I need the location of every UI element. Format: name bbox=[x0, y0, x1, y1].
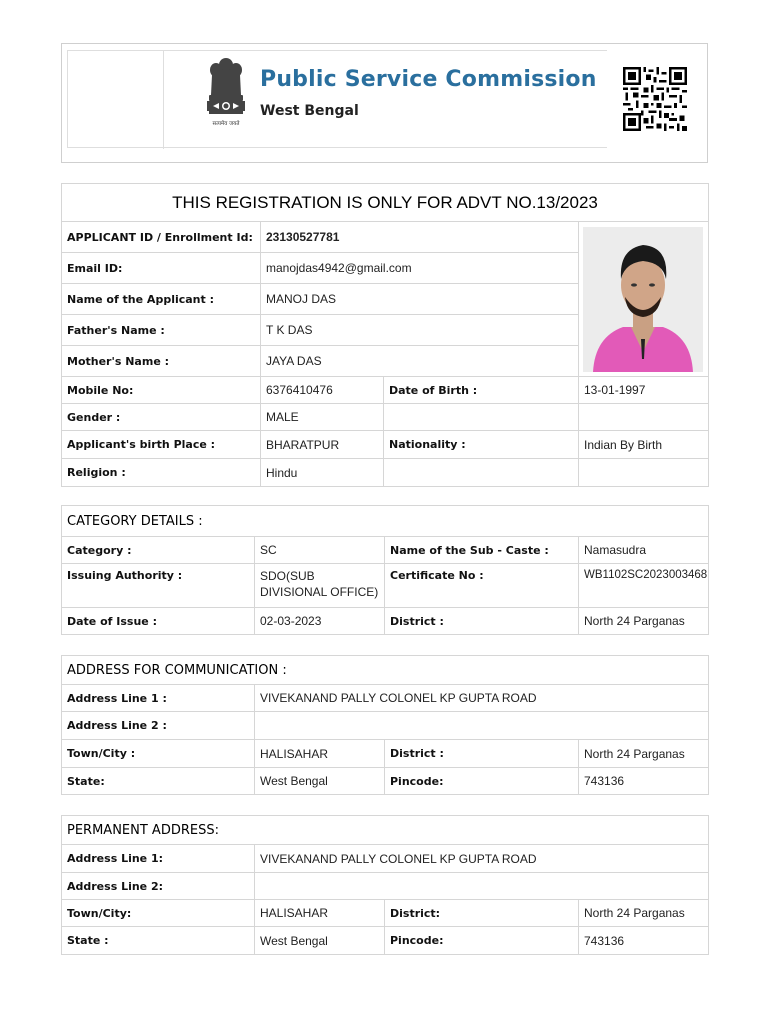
comm-pincode-value: 743136 bbox=[579, 768, 709, 795]
nationality-label: Nationality : bbox=[384, 431, 579, 459]
applicant-name-value: MANOJ DAS bbox=[261, 284, 579, 315]
applicant-photo bbox=[583, 227, 703, 372]
mother-name-value: JAYA DAS bbox=[261, 346, 579, 377]
perm-state-label: State : bbox=[62, 927, 255, 955]
gender-value: MALE bbox=[261, 404, 384, 431]
perm-state-value: West Bengal bbox=[255, 927, 385, 955]
comm-district-value: North 24 Parganas bbox=[579, 740, 709, 768]
nationality-value: Indian By Birth bbox=[579, 431, 709, 459]
email-value: manojdas4942@gmail.com bbox=[261, 253, 579, 284]
org-title: Public Service Commission bbox=[260, 67, 597, 92]
category-section-title: CATEGORY DETAILS : bbox=[62, 506, 709, 537]
perm-address-line2-label: Address Line 2: bbox=[62, 873, 255, 900]
org-subtitle: West Bengal bbox=[260, 103, 359, 119]
applicant-id-label: APPLICANT ID / Enrollment Id: bbox=[62, 222, 261, 253]
comm-town-value: HALISAHAR bbox=[255, 740, 385, 768]
subcaste-label: Name of the Sub - Caste : bbox=[385, 537, 579, 564]
empty-cell bbox=[384, 404, 579, 431]
comm-state-value: West Bengal bbox=[255, 768, 385, 795]
mother-name-label: Mother's Name : bbox=[62, 346, 261, 377]
dob-label: Date of Birth : bbox=[384, 377, 579, 404]
perm-district-label: District: bbox=[385, 900, 579, 927]
subcaste-value: Namasudra bbox=[579, 537, 709, 564]
empty-cell bbox=[579, 404, 709, 431]
applicant-name-label: Name of the Applicant : bbox=[62, 284, 261, 315]
birth-place-value: BHARATPUR bbox=[261, 431, 384, 459]
perm-address-line1-label: Address Line 1: bbox=[62, 845, 255, 873]
comm-district-label: District : bbox=[385, 740, 579, 768]
category-value: SC bbox=[255, 537, 385, 564]
comm-address-line2-value bbox=[255, 712, 709, 740]
certificate-no-label: Certificate No : bbox=[385, 564, 579, 608]
perm-district-value: North 24 Parganas bbox=[579, 900, 709, 927]
issue-date-value: 02-03-2023 bbox=[255, 608, 385, 635]
category-district-label: District : bbox=[385, 608, 579, 635]
applicant-id-value: 23130527781 bbox=[261, 222, 579, 253]
comm-town-label: Town/City : bbox=[62, 740, 255, 768]
perm-town-value: HALISAHAR bbox=[255, 900, 385, 927]
religion-label: Religion : bbox=[62, 459, 261, 487]
certificate-no-value: WB1102SC2023003468 bbox=[579, 564, 709, 608]
category-table bbox=[61, 505, 709, 635]
perm-town-label: Town/City: bbox=[62, 900, 255, 927]
empty-cell bbox=[579, 459, 709, 487]
header-divider bbox=[163, 51, 164, 149]
emblem-motto: सत्यमेव जयते bbox=[212, 121, 240, 127]
category-district-value: North 24 Parganas bbox=[579, 608, 709, 635]
perm-pincode-label: Pincode: bbox=[385, 927, 579, 955]
registration-title: THIS REGISTRATION IS ONLY FOR ADVT NO.13/2023 bbox=[62, 184, 709, 222]
perm-address-line2-value bbox=[255, 873, 709, 900]
issuing-authority-label: Issuing Authority : bbox=[62, 564, 255, 608]
perm-address-section-title: PERMANENT ADDRESS: bbox=[62, 816, 709, 845]
national-emblem-icon bbox=[203, 53, 249, 135]
category-label: Category : bbox=[62, 537, 255, 564]
comm-address-line1-value: VIVEKANAND PALLY COLONEL KP GUPTA ROAD bbox=[255, 685, 709, 712]
email-label: Email ID: bbox=[62, 253, 261, 284]
qr-code-icon bbox=[623, 67, 687, 131]
empty-cell bbox=[384, 459, 579, 487]
header-box bbox=[61, 43, 708, 163]
gender-label: Gender : bbox=[62, 404, 261, 431]
mobile-value: 6376410476 bbox=[261, 377, 384, 404]
perm-pincode-value: 743136 bbox=[579, 927, 709, 955]
registration-table bbox=[61, 183, 709, 487]
comm-address-line1-label: Address Line 1 : bbox=[62, 685, 255, 712]
birth-place-label: Applicant's birth Place : bbox=[62, 431, 261, 459]
permanent-address-table bbox=[61, 815, 709, 955]
comm-address-line2-label: Address Line 2 : bbox=[62, 712, 255, 740]
communication-address-table bbox=[61, 655, 709, 795]
applicant-photo-cell bbox=[579, 222, 709, 377]
comm-pincode-label: Pincode: bbox=[385, 768, 579, 795]
perm-address-line1-value: VIVEKANAND PALLY COLONEL KP GUPTA ROAD bbox=[255, 845, 709, 873]
father-name-value: T K DAS bbox=[261, 315, 579, 346]
header-inner bbox=[67, 50, 607, 148]
dob-value: 13-01-1997 bbox=[579, 377, 709, 404]
issue-date-label: Date of Issue : bbox=[62, 608, 255, 635]
father-name-label: Father's Name : bbox=[62, 315, 261, 346]
comm-address-section-title: ADDRESS FOR COMMUNICATION : bbox=[62, 656, 709, 685]
religion-value: Hindu bbox=[261, 459, 384, 487]
issuing-authority-value: SDO(SUB DIVISIONAL OFFICE) bbox=[255, 564, 385, 608]
mobile-label: Mobile No: bbox=[62, 377, 261, 404]
comm-state-label: State: bbox=[62, 768, 255, 795]
